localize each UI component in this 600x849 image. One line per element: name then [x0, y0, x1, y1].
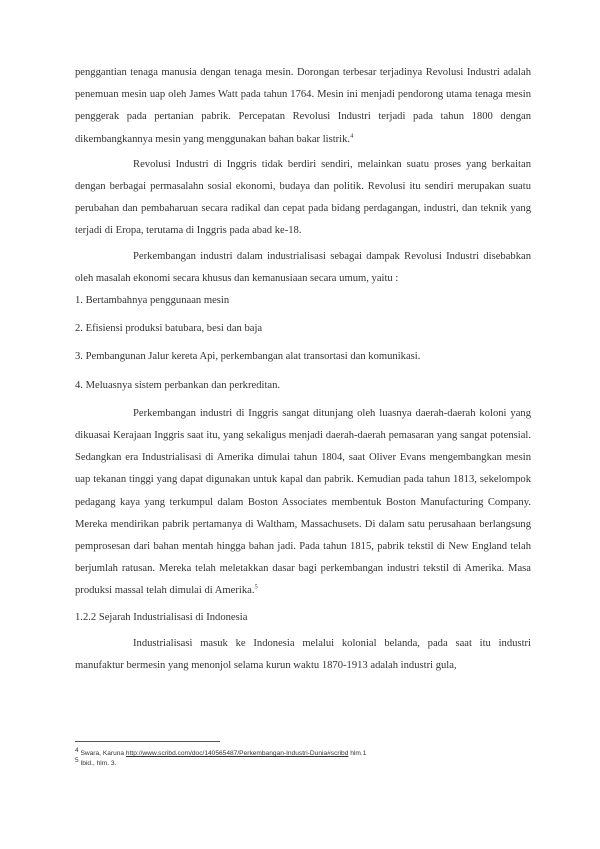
footnote-4 — [75, 746, 531, 759]
paragraph-industrialisasi-indonesia — [75, 633, 531, 677]
footnotes — [75, 741, 531, 769]
footnote-5 — [75, 756, 531, 769]
paragraph-text: Perkembangan industri di Inggris sangat ditunjang oleh luasnya daerah-daerah koloni yang dikuasai Kerajaan Inggris saat itu, yang sekaligus menjadi daerah-daerah pemasaran yang sangat potensial. Sedangkan era Industrialisasi di Amerika dimulai tahun 1804, saat Oliver Evans mengembangkan mesin uap tekanan tinggi yang dapat digunakan untuk kapal dan pabrik. Kemudian pada tahun 1813, sekelompok pedagang kaya yang terkumpul dalam Boston Associates membentuk Boston Manufacturing Company. Mereka mendirikan pabrik pertamanya di Waltham, Massachusets. Di dalam satu perusahaan berlangsung pemprosesan dari bahan mentah hingga bahan jadi. Pada tahun 1815, pabrik tekstil di New England telah berjumlah ratusan. Mereka telah meletakkan dasar bagi perkembangan industri tekstil di Amerika. Masa produksi massal telah dimulai di Amerika. — [75, 407, 531, 597]
paragraph-text: Industrialisasi masuk ke Indonesia melalui kolonial belanda, pada saat itu industri manufaktur bermesin yang menonjol selama kurun waktu 1870-1913 adalah industri gula, — [75, 637, 531, 672]
footnote-page: hlm.1 — [348, 750, 367, 757]
footnote-ref-4[interactable]: 4 — [350, 132, 354, 140]
list-item-2: 2. Efisiensi produksi batubara, besi dan baja — [75, 323, 263, 335]
footnote-number: 4 — [75, 746, 79, 754]
footnote-text: Ibid., hlm. 3. — [80, 760, 117, 767]
footnote-ref-5[interactable]: 5 — [254, 583, 258, 591]
list-item-4: 4. Meluasnya sistem perbankan dan perkreditan. — [75, 379, 281, 391]
paragraph-revolusi-inggris — [75, 154, 531, 243]
paragraph-revolusi-industri-intro — [75, 62, 531, 151]
paragraph-text: penggantian tenaga manusia dengan tenaga mesin. Dorongan terbesar terjadinya Revolusi Industri adalah penemuan mesin uap oleh James Watt pada tahun 1764. Mesin ini menjadi pendorong utama tenaga mesin penggerak pada pertanian pabrik. Percepatan Revolusi Industri terjadi pada tahun 1800 dengan dikembangkannya mesin yang menggunakan bahan bakar listrik. — [75, 67, 531, 145]
document-body — [75, 62, 531, 680]
paragraph-inggris-amerika — [75, 403, 531, 603]
footnote-number: 5 — [75, 756, 79, 764]
footnote-divider — [75, 741, 220, 742]
paragraph-text: Perkembangan industri dalam industrialisasi sebagai dampak Revolusi Industri disebabkan oleh masalah ekonomi secara khusus dan kemanusiaan secara umum, yaitu : — [75, 250, 531, 284]
footnote-author: Swara, Karuna — [80, 750, 126, 757]
section-heading: 1.2.2 Sejarah Industrialisasi di Indonesia — [75, 611, 248, 623]
footnote-link[interactable]: http://www.scribd.com/doc/140565487/Perkembangan-Industri-Dunia#scribd — [125, 750, 349, 757]
list-item-1: 1. Bertambahnya penggunaan mesin — [75, 295, 230, 307]
paragraph-text: Revolusi Industri di Inggris tidak berdiri sendiri, melainkan suatu proses yang berkaitan dengan berbagai permasalahn sosial ekonomi, budaya dan politik. Revolusi itu sendiri merupakan suatu perubahan dan pembaharuan secara radikal dan cepat pada bidang perdagangan, industri, dan teknik yang terjadi di Eropa, terutama di Inggris pada abad ke-18. — [75, 158, 531, 237]
paragraph-perkembangan-industri — [75, 246, 531, 290]
list-item-3: 3. Pembangunan Jalur kereta Api, perkembangan alat transortasi dan komunikasi. — [75, 351, 421, 363]
